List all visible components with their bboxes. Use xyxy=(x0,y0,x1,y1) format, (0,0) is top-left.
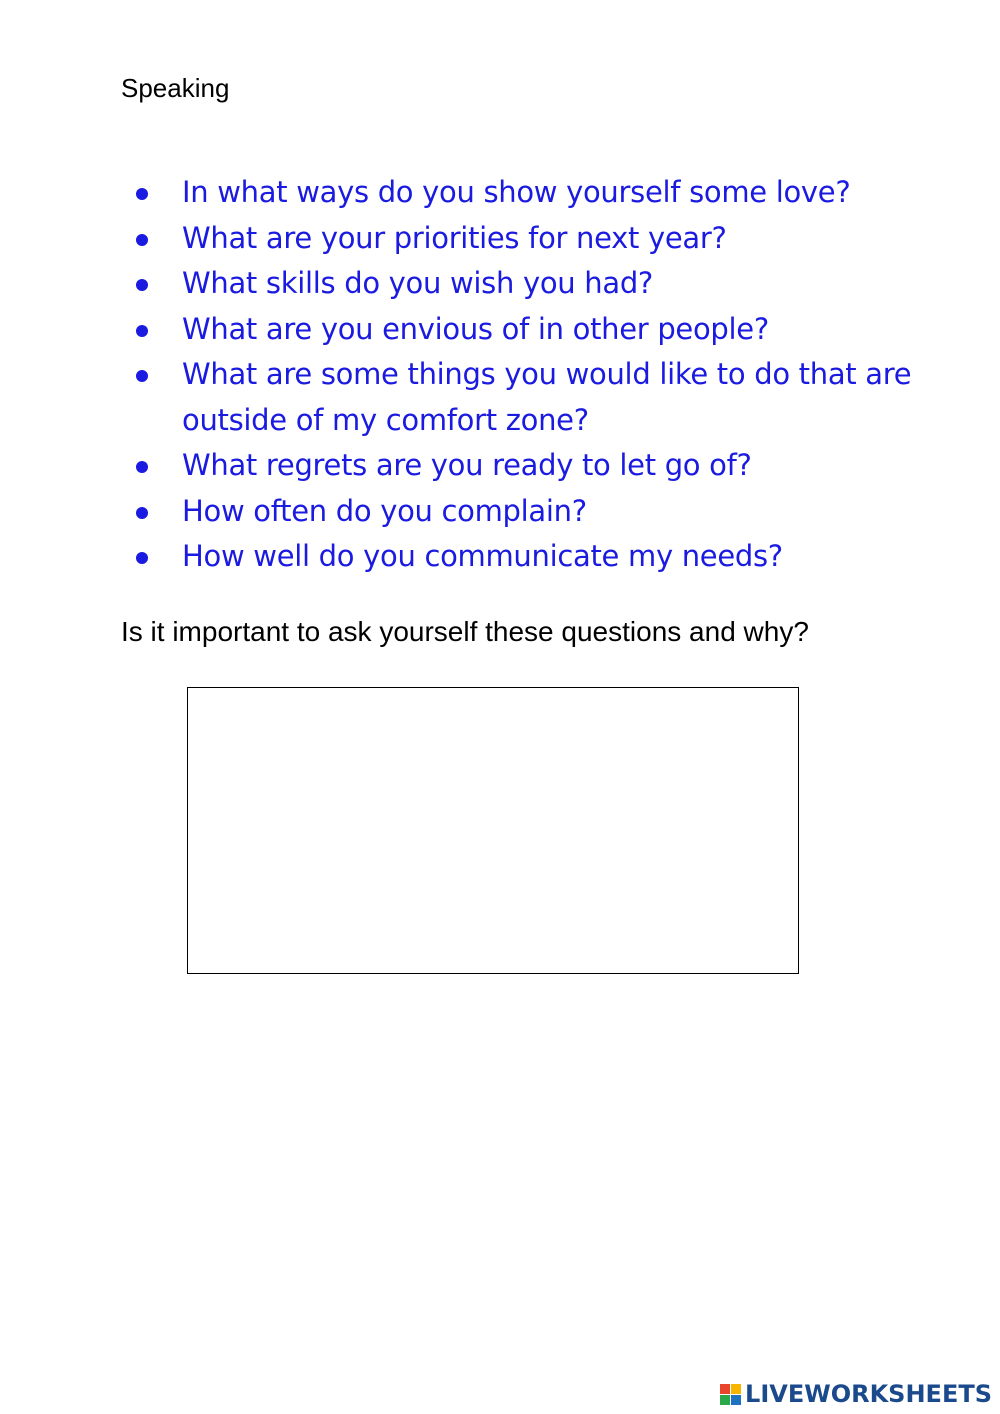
question-item xyxy=(130,489,930,535)
bullet-icon xyxy=(136,188,148,200)
answer-text-box[interactable] xyxy=(187,687,799,974)
question-item xyxy=(130,261,930,307)
bullet-icon xyxy=(136,370,148,382)
logo-square xyxy=(720,1395,730,1405)
question-text: What regrets are you ready to let go of? xyxy=(182,448,752,482)
question-item xyxy=(130,352,930,443)
question-item xyxy=(130,216,930,262)
question-text: How often do you complain? xyxy=(182,493,587,528)
liveworksheets-brand xyxy=(720,1380,992,1408)
question-text: What are you envious of in other people? xyxy=(182,311,769,346)
bullet-icon xyxy=(136,552,148,564)
question-item xyxy=(130,307,930,353)
question-item xyxy=(130,170,930,216)
logo-square xyxy=(720,1384,730,1394)
bullet-icon xyxy=(136,461,148,473)
bullet-icon xyxy=(136,234,148,246)
question-list xyxy=(130,170,930,580)
question-text: What skills do you wish you had? xyxy=(182,266,654,300)
question-item xyxy=(130,534,930,580)
question-text: How well do you communicate my needs? xyxy=(182,539,783,573)
brand-name: LIVEWORKSHEETS xyxy=(745,1380,992,1408)
question-item xyxy=(130,443,930,489)
logo-square xyxy=(731,1395,741,1405)
question-text: In what ways do you show yourself some love? xyxy=(182,175,851,209)
question-text: What are your priorities for next year? xyxy=(182,220,727,255)
bullet-icon xyxy=(136,325,148,337)
question-text: What are some things you would like to do that are outside of my comfort zone? xyxy=(182,357,912,437)
discussion-prompt: Is it important to ask yourself these questions and why? xyxy=(121,616,809,647)
logo-square xyxy=(731,1384,741,1394)
bullet-icon xyxy=(136,507,148,519)
worksheet-heading: Speaking xyxy=(121,73,230,103)
bullet-icon xyxy=(136,279,148,291)
liveworksheets-logo-icon xyxy=(720,1384,741,1405)
